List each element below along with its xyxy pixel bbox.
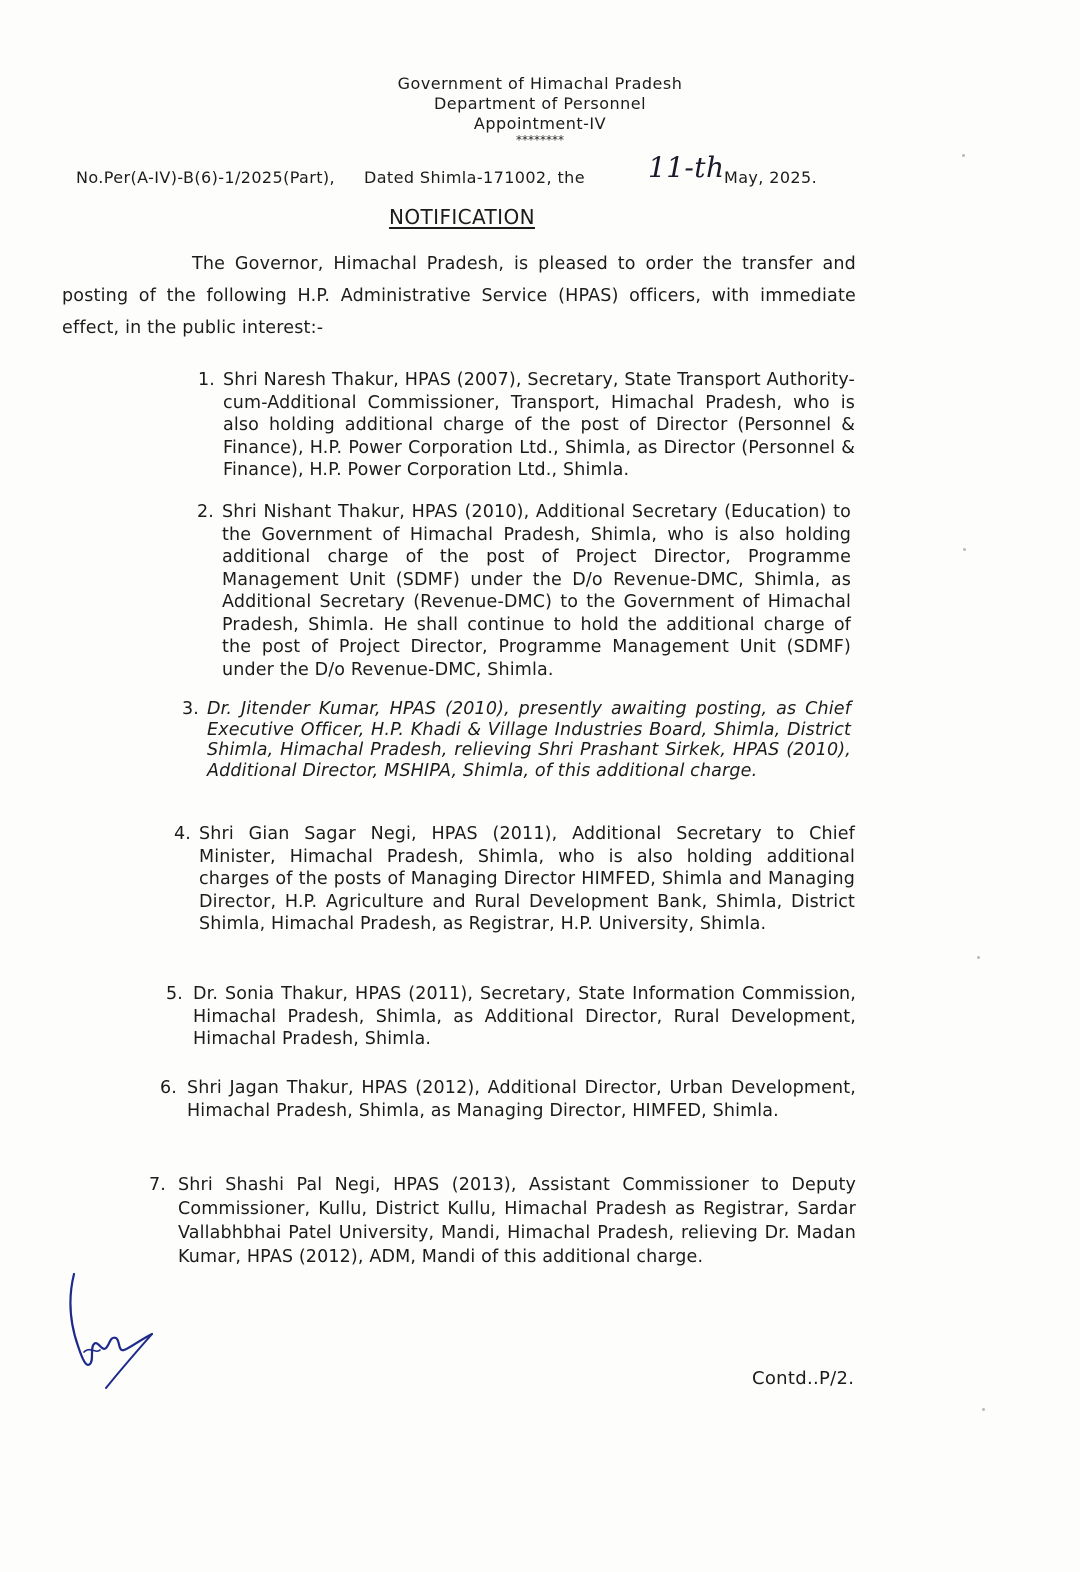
list-item-text: Shri Gian Sagar Negi, HPAS (2011), Additional Secretary to Chief Minister, Himachal Pradesh, Shimla, who is also holding additional charges of the posts of Managing Director HIMFED, Shimla and Managing Director, H.P. Agriculture and Rural Development Bank, Shimla, District Shimla, Himachal Pradesh, as Registrar, H.P. University, Shimla. bbox=[199, 824, 855, 934]
month-year: May, 2025. bbox=[724, 168, 818, 187]
intro-paragraph: The Governor, Himachal Pradesh, is pleased to order the transfer and posting of the following H.P. Administrative Service (HPAS) officers, with immediate effect, in the public interest:- bbox=[62, 254, 856, 338]
list-item-number: 1. bbox=[198, 370, 215, 390]
list-item bbox=[149, 1173, 856, 1269]
page-title: NOTIFICATION bbox=[389, 205, 535, 229]
list-item-number: 7. bbox=[149, 1175, 166, 1195]
continued-note: Contd..P/2. bbox=[752, 1368, 855, 1389]
list-item bbox=[166, 983, 856, 1051]
list-item-text: Shri Nishant Thakur, HPAS (2010), Additional Secretary (Education) to the Government of Himachal Pradesh, Shimla, who is also holding additional charge of the post of Project Director, Programme Management Unit (SDMF) under the D/o Revenue-DMC, Shimla, as Additional Secretary (Revenue-DMC) to the Government of Himachal Pradesh, Shimla. He shall continue to hold the additional charge of the post of Project Director, Programme Management Unit (SDMF) under the D/o Revenue-DMC, Shimla. bbox=[222, 502, 851, 680]
list-item bbox=[160, 1077, 856, 1122]
department-name: Department of Personnel bbox=[433, 94, 647, 113]
list-item-number: 3. bbox=[182, 699, 199, 719]
list-item-number: 2. bbox=[197, 502, 214, 522]
scan-speck bbox=[977, 956, 980, 959]
list-item bbox=[182, 699, 851, 781]
list-item-text: Shri Shashi Pal Negi, HPAS (2013), Assistant Commissioner to Deputy Commissioner, Kullu, District Kullu, Himachal Pradesh as Registrar, Sardar Vallabhbhai Patel University, Mandi, Himachal Pradesh, relieving Dr. Madan Kumar, HPAS (2012), ADM, Mandi of this additional charge. bbox=[178, 1175, 856, 1267]
list-item-number: 5. bbox=[166, 984, 183, 1004]
list-item bbox=[198, 369, 855, 482]
list-item-text: Dr. Sonia Thakur, HPAS (2011), Secretary, State Information Commission, Himachal Pradesh, Shimla, as Additional Director, Rural Development, Himachal Pradesh, Shimla. bbox=[193, 984, 856, 1049]
government-name: Government of Himachal Pradesh bbox=[397, 74, 683, 93]
list-item bbox=[174, 823, 855, 936]
signature-image bbox=[60, 1268, 170, 1398]
list-item bbox=[197, 501, 851, 681]
letterhead bbox=[0, 74, 1080, 146]
header-separator: ******** bbox=[516, 133, 564, 147]
list-item-text: Dr. Jitender Kumar, HPAS (2010), presently awaiting posting, as Chief Executive Officer, H.P. Khadi & Village Industries Board, Shimla, District Shimla, Himachal Pradesh, relieving Shri Prashant Sirkek, HPAS (2010), Additional Director, MSHIPA, Shimla, of this additional charge. bbox=[207, 699, 851, 781]
file-number: No.Per(A-IV)-B(6)-1/2025(Part), bbox=[76, 168, 336, 187]
scan-speck bbox=[962, 154, 965, 157]
list-item-number: 6. bbox=[160, 1078, 177, 1098]
list-item-text: Shri Naresh Thakur, HPAS (2007), Secretary, State Transport Authority-cum-Additional Commissioner, Transport, Himachal Pradesh, who is also holding additional charge of the post of Director (Personnel & Finance), H.P. Power Corporation Ltd., Shimla, as Director (Personnel & Finance), H.P. Power Corporation Ltd., Shimla. bbox=[223, 370, 855, 480]
scan-speck bbox=[963, 548, 966, 551]
scan-speck bbox=[982, 1408, 985, 1411]
dated-place: Dated Shimla-171002, the bbox=[364, 168, 585, 187]
section-name: Appointment-IV bbox=[473, 114, 607, 133]
list-item-number: 4. bbox=[174, 824, 191, 844]
list-item-text: Shri Jagan Thakur, HPAS (2012), Additional Director, Urban Development, Himachal Pradesh, Shimla, as Managing Director, HIMFED, Shimla. bbox=[187, 1078, 856, 1121]
handwritten-day: 11-th bbox=[648, 151, 725, 184]
